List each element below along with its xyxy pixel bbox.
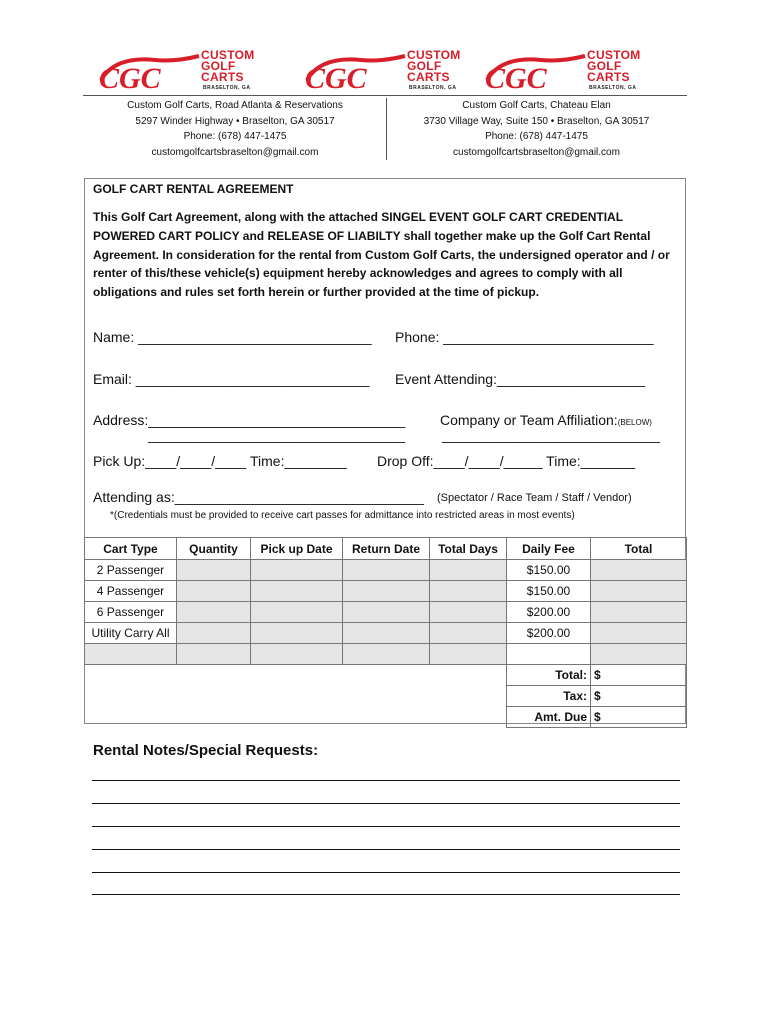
table-row xyxy=(85,560,687,581)
location-phone: Phone: (678) 447-1475 xyxy=(485,131,588,142)
location-phone: Phone: (678) 447-1475 xyxy=(183,131,287,142)
return-date-cell[interactable] xyxy=(343,623,430,644)
total-days-cell[interactable] xyxy=(430,560,507,581)
logo-text: CUSTOM GOLF CARTS xyxy=(407,48,461,84)
company-logo xyxy=(301,50,479,94)
cart-type-cell[interactable] xyxy=(85,644,177,665)
logo-city: BRASELTON, GA xyxy=(203,85,251,91)
company-logo xyxy=(481,50,659,94)
return-date-cell[interactable] xyxy=(343,644,430,665)
agreement-body: This Golf Cart Agreement, along with the attached SINGEL EVENT GOLF CART CREDENTIAL POWERED CART POLICY and RELEASE OF LIABILTY shall together make up the Golf Cart Rental Agreement. In consideration for the rental from Custom Golf Carts, the undersigned operator and / or renter of this/these vehicle(s) equipment hereby acknowledges and agrees to comply with all obligations and rules set forth herein or further provided at the time of pickup. xyxy=(93,210,670,300)
total-days-cell[interactable] xyxy=(430,581,507,602)
return-date-cell[interactable] xyxy=(343,560,430,581)
company-hint: (BELOW) xyxy=(617,418,652,427)
name-field[interactable]: Name: ______________________________ xyxy=(93,329,372,345)
quantity-cell[interactable] xyxy=(177,560,251,581)
location-email: customgolfcartsbraselton@gmail.com xyxy=(453,146,620,158)
cart-type-cell: 2 Passenger xyxy=(85,560,177,581)
summary-row-tax xyxy=(85,686,687,707)
header-quantity: Quantity xyxy=(177,538,251,560)
total-label: Total: xyxy=(507,665,591,686)
cart-logo-icon xyxy=(95,50,205,94)
svg-text:CGC: CGC xyxy=(305,62,367,94)
credential-note: *(Credentials must be provided to receive cart passes for admittance into restricted areas in most events) xyxy=(110,510,575,521)
phone-field[interactable]: Phone: ___________________________ xyxy=(395,329,654,345)
notes-line[interactable] xyxy=(92,849,680,850)
daily-fee-cell: $200.00 xyxy=(507,623,591,644)
notes-title: Rental Notes/Special Requests: xyxy=(93,742,319,759)
total-days-cell[interactable] xyxy=(430,644,507,665)
address-field[interactable]: Address:_________________________________ xyxy=(93,412,406,428)
pickup-date-cell[interactable] xyxy=(251,644,343,665)
cart-logo-icon xyxy=(481,50,591,94)
table-header-row xyxy=(85,538,687,560)
summary-row-amount-due xyxy=(85,707,687,728)
rental-table xyxy=(84,537,687,728)
svg-text:CGC: CGC xyxy=(485,62,547,94)
dropoff-field[interactable]: Drop Off:____/____/_____ Time:_______ xyxy=(377,453,636,469)
notes-line[interactable] xyxy=(92,803,680,804)
amount-due-label: Amt. Due xyxy=(507,707,591,728)
location-left xyxy=(85,98,385,160)
total-cell[interactable] xyxy=(591,623,687,644)
cart-logo-icon xyxy=(301,50,411,94)
pickup-date-cell[interactable] xyxy=(251,581,343,602)
company-line2-field[interactable]: ____________________________ xyxy=(442,427,661,443)
header-total-days: Total Days xyxy=(430,538,507,560)
daily-fee-cell: $150.00 xyxy=(507,560,591,581)
agreement-title: GOLF CART RENTAL AGREEMENT xyxy=(93,182,294,196)
quantity-cell[interactable] xyxy=(177,602,251,623)
pickup-date-cell[interactable] xyxy=(251,560,343,581)
header-cart-type: Cart Type xyxy=(85,538,177,560)
attending-hint: (Spectator / Race Team / Staff / Vendor) xyxy=(437,492,632,504)
header-return-date: Return Date xyxy=(343,538,430,560)
total-cell[interactable] xyxy=(591,560,687,581)
amount-due-value[interactable]: $ xyxy=(591,707,687,728)
location-address: 3730 Village Way, Suite 150 • Braselton, GA 30517 xyxy=(423,115,650,127)
email-field[interactable]: Email: ______________________________ xyxy=(93,371,370,387)
return-date-cell[interactable] xyxy=(343,602,430,623)
location-address: 5297 Winder Highway • Braselton, GA 30517 xyxy=(135,115,335,127)
notes-line[interactable] xyxy=(92,872,680,873)
notes-line[interactable] xyxy=(92,826,680,827)
total-days-cell[interactable] xyxy=(430,602,507,623)
svg-text:CGC: CGC xyxy=(99,62,161,94)
quantity-cell[interactable] xyxy=(177,644,251,665)
logo-city: BRASELTON, GA xyxy=(409,85,457,91)
quantity-cell[interactable] xyxy=(177,581,251,602)
daily-fee-cell xyxy=(507,644,591,665)
event-field[interactable]: Event Attending:___________________ xyxy=(395,371,645,387)
cart-type-cell: 4 Passenger xyxy=(85,581,177,602)
attending-field[interactable]: Attending as:________________________________ xyxy=(93,489,424,505)
location-name: Custom Golf Carts, Chateau Elan xyxy=(462,100,611,111)
table-row xyxy=(85,581,687,602)
cart-type-cell: Utility Carry All xyxy=(85,623,177,644)
notes-line[interactable] xyxy=(92,894,680,895)
address-divider xyxy=(83,95,687,96)
daily-fee-cell: $150.00 xyxy=(507,581,591,602)
address-line2-field[interactable]: _________________________________ xyxy=(148,427,405,443)
total-cell[interactable] xyxy=(591,644,687,665)
daily-fee-cell: $200.00 xyxy=(507,602,591,623)
summary-row-total xyxy=(85,665,687,686)
notes-line[interactable] xyxy=(92,780,680,781)
location-name: Custom Golf Carts, Road Atlanta & Reservations xyxy=(127,100,343,111)
company-label: Company or Team Affiliation: xyxy=(440,412,618,428)
location-right xyxy=(386,98,686,160)
company-field[interactable] xyxy=(440,412,652,428)
return-date-cell[interactable] xyxy=(343,581,430,602)
tax-value[interactable]: $ xyxy=(591,686,687,707)
quantity-cell[interactable] xyxy=(177,623,251,644)
pickup-field[interactable]: Pick Up:____/____/____ Time:________ xyxy=(93,453,347,469)
total-days-cell[interactable] xyxy=(430,623,507,644)
pickup-date-cell[interactable] xyxy=(251,602,343,623)
tax-label: Tax: xyxy=(507,686,591,707)
logo-text: CUSTOM GOLF CARTS xyxy=(201,48,255,84)
logo-strip xyxy=(95,50,685,94)
total-value[interactable]: $ xyxy=(591,665,687,686)
table-row xyxy=(85,602,687,623)
header-pickup-date: Pick up Date xyxy=(251,538,343,560)
header-daily-fee: Daily Fee xyxy=(507,538,591,560)
pickup-date-cell[interactable] xyxy=(251,623,343,644)
company-logo xyxy=(95,50,273,94)
logo-text: CUSTOM GOLF CARTS xyxy=(587,48,641,84)
cart-type-cell: 6 Passenger xyxy=(85,602,177,623)
total-cell[interactable] xyxy=(591,602,687,623)
total-cell[interactable] xyxy=(591,581,687,602)
header-total: Total xyxy=(591,538,687,560)
location-email: customgolfcartsbraselton@gmail.com xyxy=(151,146,319,158)
logo-city: BRASELTON, GA xyxy=(589,85,637,91)
table-row xyxy=(85,623,687,644)
table-row xyxy=(85,644,687,665)
